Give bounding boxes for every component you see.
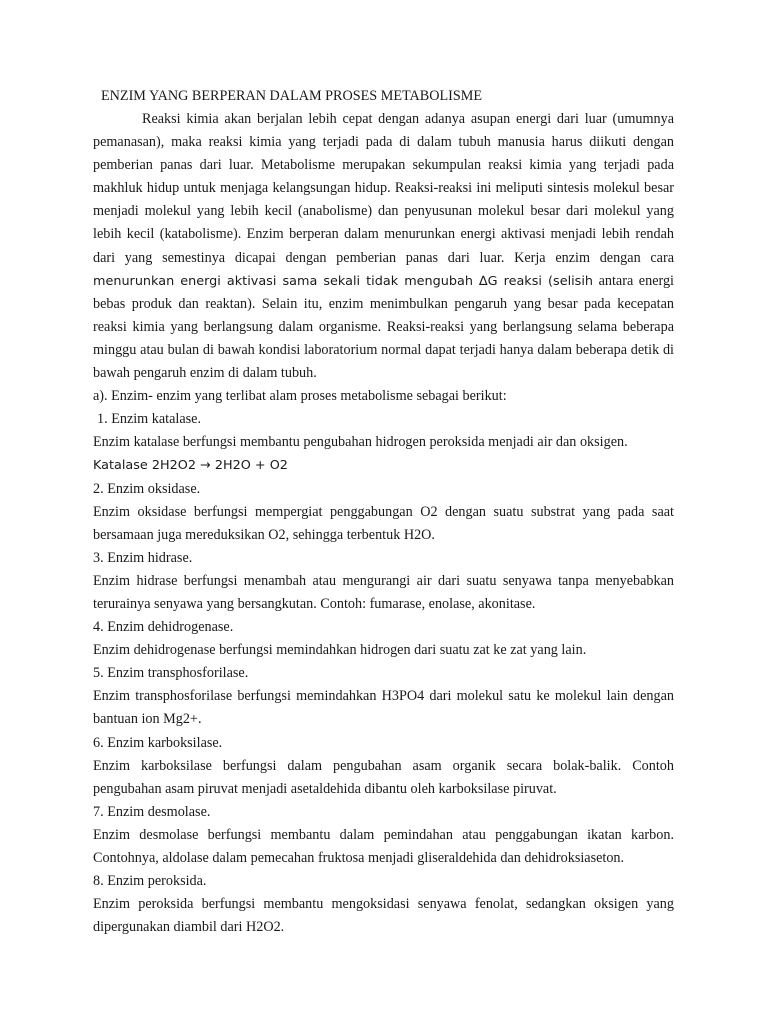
intro-text-part1: Reaksi kimia akan berjalan lebih cepat dengan adanya asupan energi dari luar (umumnya pemanasan), maka reaksi kimia yang terjadi pada di dalam tubuh manusia harus diikuti dengan pemberian panas dari luar. Metabolisme merupakan sekumpulan reaksi kimia yang terjadi pada makhluk hidup untuk menjaga kelangsungan hidup. Reaksi-reaksi ini meliputi sintesis molekul besar menjadi molekul yang lebih kecil (anabolisme) dan penyusunan molekul besar dari molekul yang lebih kecil (katabolisme). Enzim berperan dalam menurunkan energi aktivasi menjadi lebih rendah dari yang semestinya dicapai dengan pemberian panas dari luar. Kerja enzim dengan cara [93, 111, 674, 266]
enzyme-text-8: Enzim peroksida berfungsi membantu mengoksidasi senyawa fenolat, sedangkan oksigen yang dipergunakan diambil dari H2O2. [93, 896, 674, 936]
enzyme-text-5: Enzim transphosforilase berfungsi memindahkan H3PO4 dari molekul satu ke molekul lain dengan bantuan ion Mg2+. [93, 688, 674, 728]
enzyme-title-4: 4. Enzim dehidrogenase. [93, 619, 234, 636]
document-title: ENZIM YANG BERPERAN DALAM PROSES METABOLISME [101, 88, 483, 104]
enzyme-title-7: 7. Enzim desmolase. [93, 803, 211, 820]
enzyme-formula-1: Katalase 2H2O2 → 2H2O + O2 [93, 458, 288, 474]
enzyme-title-3: 3. Enzim hidrase. [93, 549, 193, 566]
enzyme-text-4: Enzim dehidrogenase berfungsi memindahkan hidrogen dari suatu zat ke zat yang lain. [93, 642, 587, 659]
enzyme-text-2: Enzim oksidase berfungsi mempergiat penggabungan O2 dengan suatu substrat yang pada saat bersamaan juga mereduksikan O2, sehingga terbentuk H2O. [93, 503, 674, 543]
enzyme-title-5: 5. Enzim transphosforilase. [93, 665, 249, 682]
enzyme-text-7: Enzim desmolase berfungsi membantu dalam pemindahan atau penggabungan ikatan karbon. Contohnya, aldolase dalam pemecahan fruktosa menjadi gliseraldehida dan dehidroksiaseton. [93, 826, 674, 866]
intro-text-sans: menurunkan energi aktivasi sama sekali tidak mengubah ∆G reaksi (selisih [93, 273, 594, 289]
intro-text-part2: antara energi bebas produk dan reaktan). Selain itu, enzim menimbulkan pengaruh yang besar pada kecepatan reaksi kimia yang berlangsung dalam organisme. Reaksi-reaksi yang berlangsung selama beberapa minggu atau bulan di bawah kondisi laboratorium normal dapat terjadi hanya dalam beberapa detik di bawah pengaruh enzim di dalam tubuh. [93, 272, 674, 382]
enzyme-text-6: Enzim karboksilase berfungsi dalam pengubahan asam organik secara bolak-balik. Contoh pengubahan asam piruvat menjadi asetaldehida dibantu oleh karboksilase piruvat. [93, 757, 674, 797]
enzyme-title-8: 8. Enzim peroksida. [93, 873, 207, 890]
enzyme-title-6: 6. Enzim karboksilase. [93, 734, 223, 751]
enzyme-text-1: Enzim katalase berfungsi membantu pengubahan hidrogen peroksida menjadi air dan oksigen. [93, 434, 628, 451]
document-body [93, 85, 674, 939]
intro-paragraph [93, 108, 674, 385]
enzyme-text-3: Enzim hidrase berfungsi menambah atau mengurangi air dari suatu senyawa tanpa menyebabkan terurainya senyawa yang bersangkutan. Contoh: fumarase, enolase, akonitase. [93, 572, 674, 612]
list-heading: a). Enzim- enzim yang terlibat alam proses metabolisme sebagai berikut: [93, 388, 507, 405]
enzyme-title-1: 1. Enzim katalase. [97, 411, 202, 428]
enzyme-title-2: 2. Enzim oksidase. [93, 480, 201, 497]
